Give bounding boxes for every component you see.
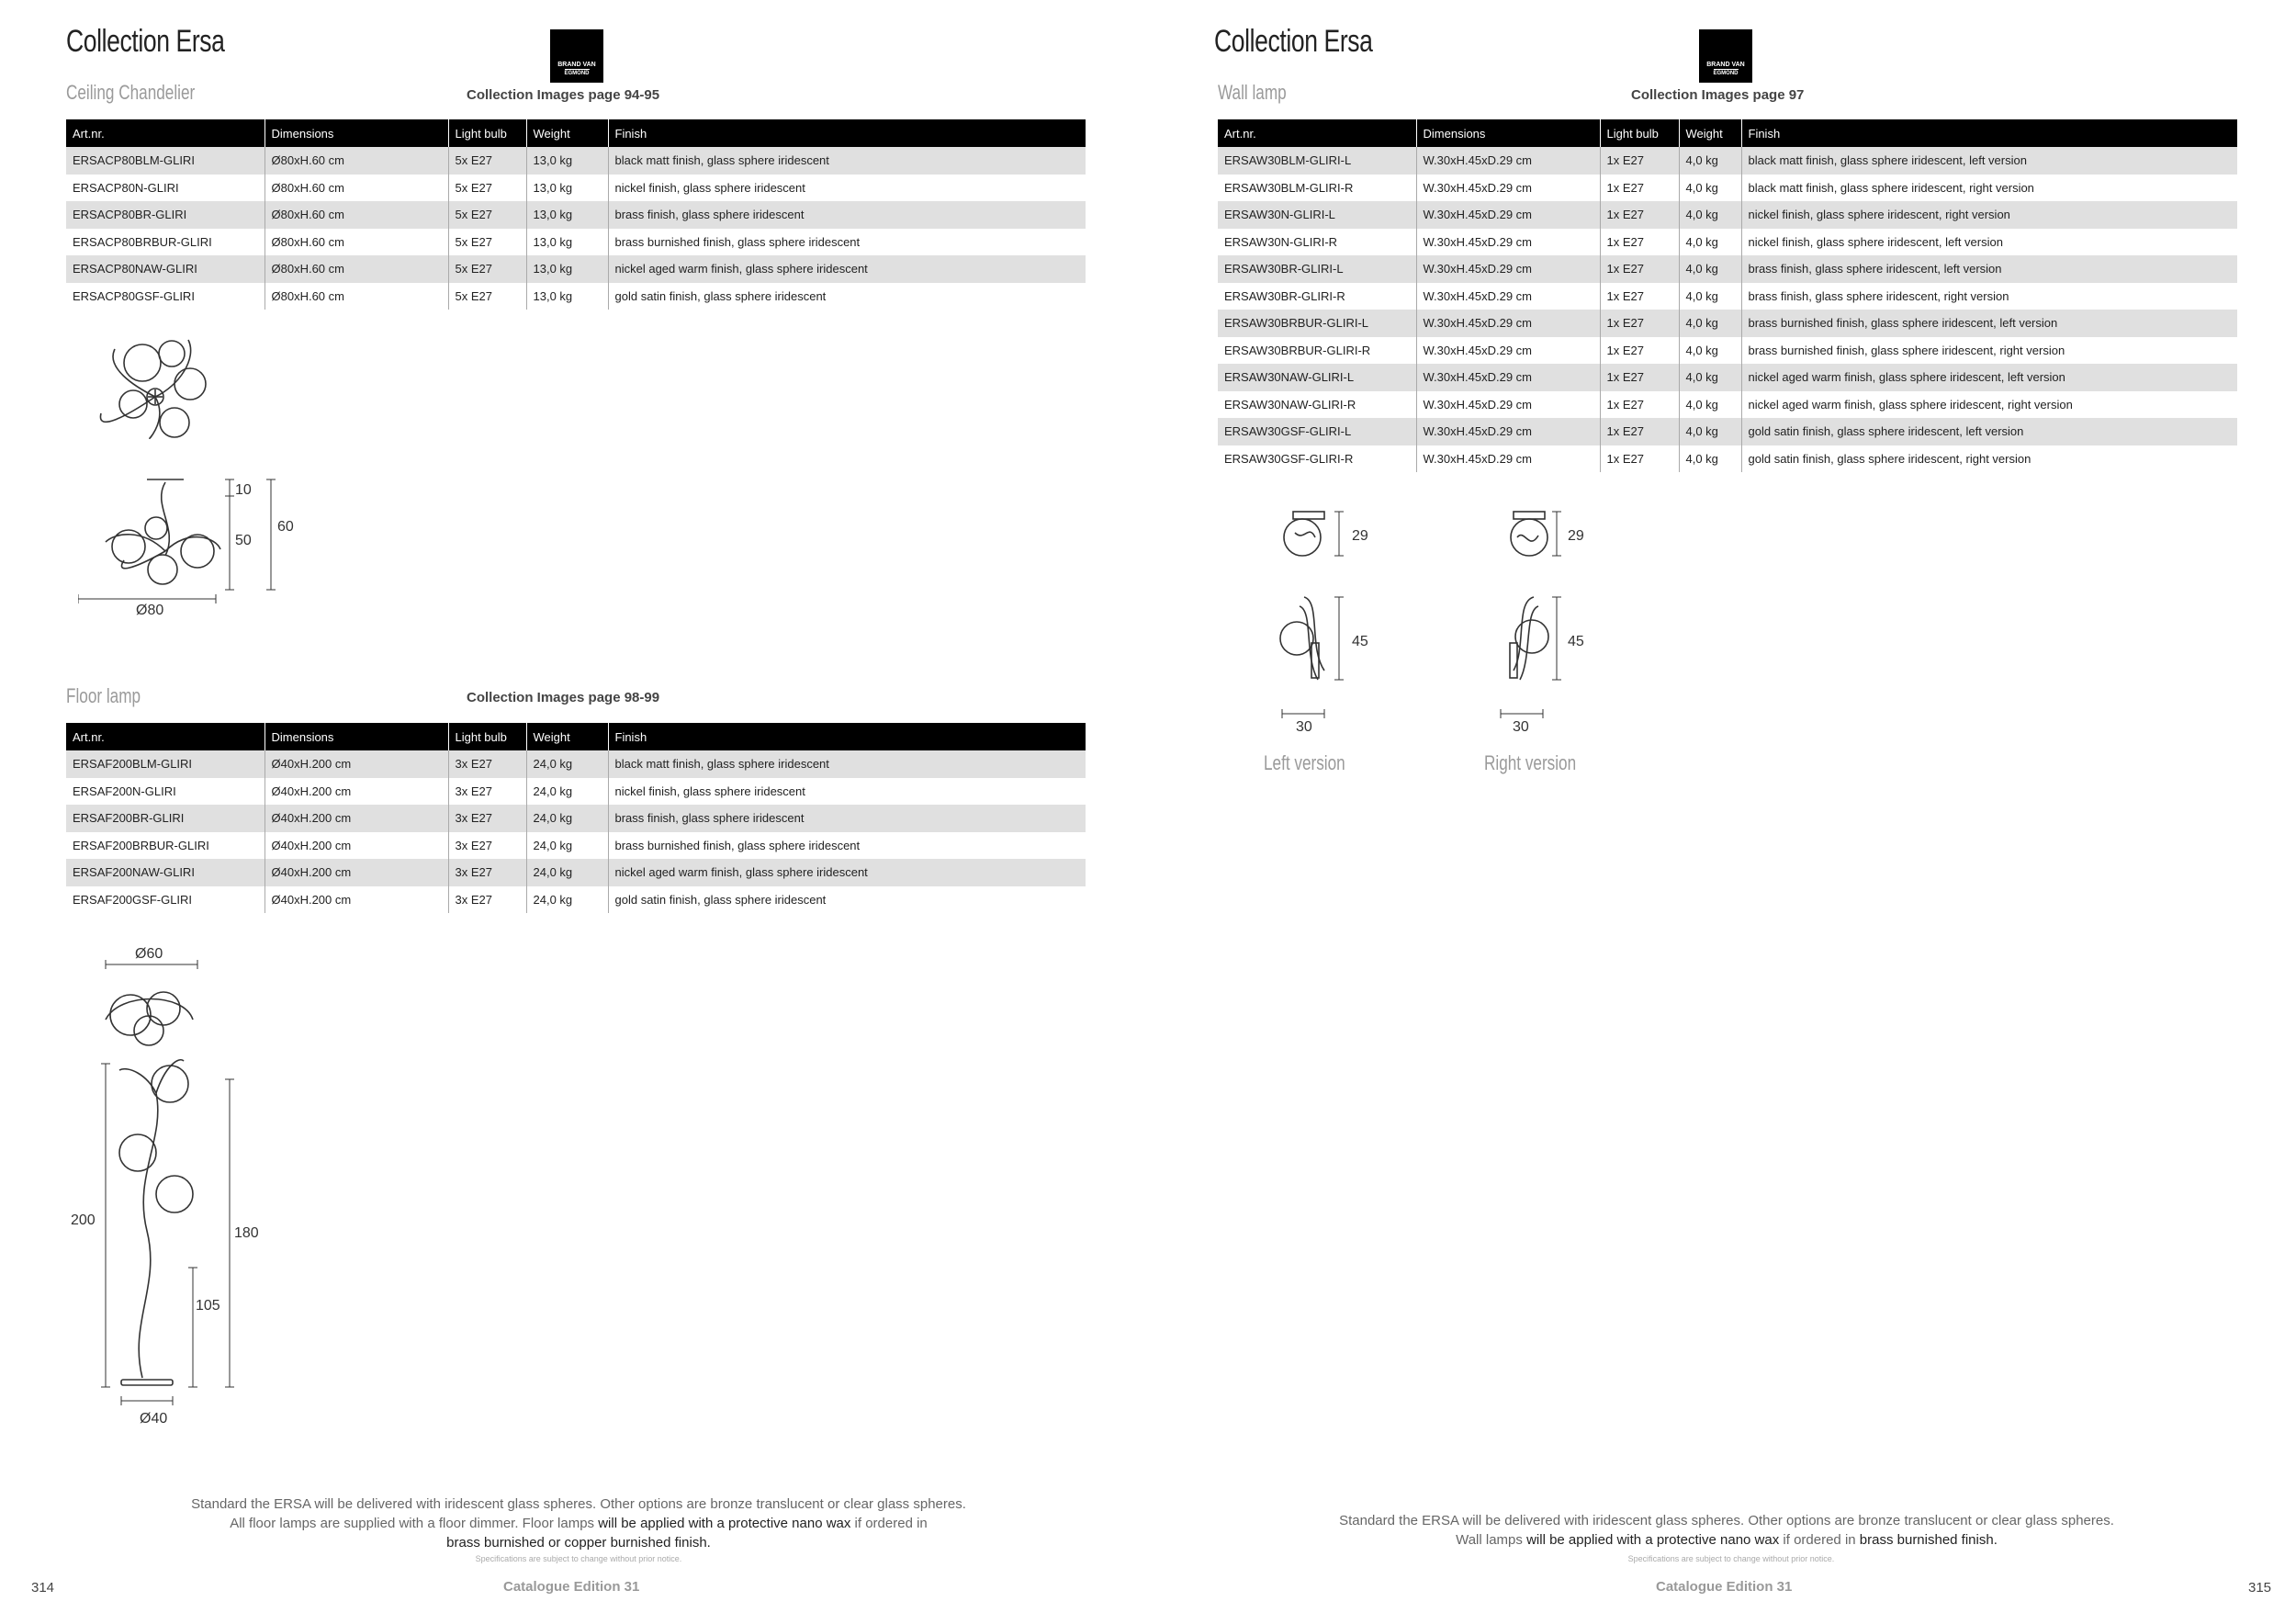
side-view-sphere [148,555,177,584]
table-row [1218,229,2237,256]
table-row [1218,147,2237,175]
table-row [1218,175,2237,202]
table-cell: nickel aged warm finish, glass sphere iridescent [608,255,1086,283]
table-row [66,283,1086,310]
table-cell: ERSAW30BLM-GLIRI-L [1218,147,1416,175]
column-header: Art.nr. [66,723,264,750]
table-cell: 5x E27 [448,229,526,256]
dim-label-diameter-80: Ø80 [136,603,164,618]
table-cell: ERSAW30BLM-GLIRI-R [1218,175,1416,202]
table-cell: ERSAW30BR-GLIRI-L [1218,255,1416,283]
table-cell: W.30xH.45xD.29 cm [1416,201,1600,229]
table-row [66,147,1086,175]
column-header: Weight [1679,119,1741,147]
ceiling-spec-table [66,119,1086,310]
table-cell: 4,0 kg [1679,310,1741,337]
table-cell: Ø40xH.200 cm [264,832,448,860]
table-cell: 4,0 kg [1679,201,1741,229]
table-row [66,859,1086,886]
table-row [66,805,1086,832]
top-view-sphere [110,995,151,1035]
table-cell: Ø40xH.200 cm [264,805,448,832]
floor-collection-images: Collection Images page 98-99 [467,690,660,705]
table-header-row [1218,119,2237,147]
table-row [1218,445,2237,473]
table-cell: 4,0 kg [1679,175,1741,202]
column-header: Dimensions [264,119,448,147]
page-number: 314 [31,1580,55,1596]
table-cell: 3x E27 [448,886,526,914]
table-cell: 4,0 kg [1679,283,1741,310]
table-cell: W.30xH.45xD.29 cm [1416,337,1600,365]
dim-label-180: 180 [234,1225,259,1241]
table-row [66,255,1086,283]
table-cell: 3x E27 [448,859,526,886]
table-cell: 1x E27 [1600,310,1679,337]
table-cell: ERSAW30GSF-GLIRI-R [1218,445,1416,473]
column-header: Dimensions [1416,119,1600,147]
table-cell: nickel finish, glass sphere iridescent [608,175,1086,202]
dim-label-50: 50 [235,533,252,548]
table-cell: 1x E27 [1600,391,1679,419]
table-cell: 5x E27 [448,255,526,283]
column-header: Light bulb [448,119,526,147]
table-row [66,832,1086,860]
table-cell: 24,0 kg [526,750,608,778]
table-cell: gold satin finish, glass sphere iridescent [608,283,1086,310]
column-header: Dimensions [264,723,448,750]
table-cell: W.30xH.45xD.29 cm [1416,229,1600,256]
top-view-sphere [159,341,185,367]
table-cell: ERSAW30GSF-GLIRI-L [1218,418,1416,445]
wall-mount [1514,512,1545,519]
footer-line-1: Standard the ERSA will be delivered with iridescent glass spheres. Other options are bronze translucent or clear glass spheres. [1339,1513,2114,1528]
logo-line1: BRAND VAN [1706,62,1745,68]
table-cell: black matt finish, glass sphere iridescent, right version [1741,175,2237,202]
table-cell: black matt finish, glass sphere iridescent [608,750,1086,778]
table-cell: W.30xH.45xD.29 cm [1416,147,1600,175]
table-cell: brass burnished finish, glass sphere iridescent, left version [1741,310,2237,337]
table-cell: Ø80xH.60 cm [264,175,448,202]
catalogue-edition: Catalogue Edition 31 [1656,1579,1793,1595]
table-cell: 1x E27 [1600,364,1679,391]
page-number: 315 [2248,1580,2272,1596]
table-cell: 4,0 kg [1679,147,1741,175]
table-row [66,229,1086,256]
top-view-sphere [134,1016,163,1045]
table-cell: 3x E27 [448,778,526,806]
table-cell: W.30xH.45xD.29 cm [1416,283,1600,310]
table-cell: 1x E27 [1600,147,1679,175]
floor-section-title: Floor lamp [66,684,141,707]
table-cell: 1x E27 [1600,337,1679,365]
table-cell: ERSACP80BLM-GLIRI [66,147,264,175]
top-view-sphere [124,344,161,381]
column-header: Finish [608,723,1086,750]
footer-note [138,1494,1019,1552]
side-view-sphere [152,1066,188,1102]
table-cell: 1x E27 [1600,229,1679,256]
table-cell: 4,0 kg [1679,337,1741,365]
table-cell: W.30xH.45xD.29 cm [1416,445,1600,473]
wall-section-title: Wall lamp [1218,81,1287,104]
table-cell: 24,0 kg [526,832,608,860]
table-cell: 5x E27 [448,283,526,310]
table-cell: brass burnished finish, glass sphere iridescent [608,229,1086,256]
table-row [66,750,1086,778]
table-cell: ERSACP80NAW-GLIRI [66,255,264,283]
table-cell: Ø80xH.60 cm [264,229,448,256]
table-cell: W.30xH.45xD.29 cm [1416,391,1600,419]
table-row [66,778,1086,806]
table-cell: nickel finish, glass sphere iridescent, left version [1741,229,2237,256]
table-row [1218,283,2237,310]
table-cell: ERSAF200N-GLIRI [66,778,264,806]
top-view-sphere [147,992,180,1025]
table-cell: 24,0 kg [526,886,608,914]
table-cell: 1x E27 [1600,445,1679,473]
table-cell: ERSAF200BLM-GLIRI [66,750,264,778]
top-view-sphere [160,408,189,437]
ceiling-collection-images: Collection Images page 94-95 [467,87,660,103]
dim-label-depth-left: 29 [1352,528,1368,544]
table-cell: 1x E27 [1600,201,1679,229]
logo-line1: BRAND VAN [557,62,596,68]
table-cell: brass finish, glass sphere iridescent, right version [1741,283,2237,310]
table-cell: 24,0 kg [526,859,608,886]
table-cell: 1x E27 [1600,255,1679,283]
table-cell: Ø40xH.200 cm [264,859,448,886]
table-cell: Ø80xH.60 cm [264,283,448,310]
table-cell: Ø80xH.60 cm [264,147,448,175]
table-row [1218,391,2237,419]
collection-title: Collection Ersa [1214,24,1373,59]
table-cell: 13,0 kg [526,175,608,202]
table-cell: ERSACP80GSF-GLIRI [66,283,264,310]
footer-line-2: All floor lamps are supplied with a floor dimmer. Floor lamps will be applied with a protective nano wax if ordered in [230,1516,928,1531]
dim-label-height-left: 45 [1352,634,1368,649]
table-header-row [66,119,1086,147]
table-row [1218,364,2237,391]
table-cell: 4,0 kg [1679,364,1741,391]
sphere [1511,519,1548,556]
table-cell: ERSACP80BRBUR-GLIRI [66,229,264,256]
column-header: Finish [608,119,1086,147]
collection-title: Collection Ersa [66,24,225,59]
table-cell: gold satin finish, glass sphere iridescent, left version [1741,418,2237,445]
table-cell: ERSAF200NAW-GLIRI [66,859,264,886]
floor-spec-table [66,723,1086,913]
column-header: Light bulb [448,723,526,750]
table-cell: 5x E27 [448,147,526,175]
column-header: Finish [1741,119,2237,147]
table-cell: 13,0 kg [526,201,608,229]
column-header: Weight [526,119,608,147]
wall-spec-table [1218,119,2237,472]
table-cell: 1x E27 [1600,283,1679,310]
table-cell: black matt finish, glass sphere iridescent [608,147,1086,175]
table-cell: nickel finish, glass sphere iridescent [608,778,1086,806]
table-cell: brass burnished finish, glass sphere iridescent, right version [1741,337,2237,365]
ceiling-section-title: Ceiling Chandelier [66,81,196,104]
table-cell: 1x E27 [1600,418,1679,445]
table-cell: brass finish, glass sphere iridescent [608,805,1086,832]
table-cell: black matt finish, glass sphere iridescent, left version [1741,147,2237,175]
table-row [1218,337,2237,365]
table-cell: W.30xH.45xD.29 cm [1416,364,1600,391]
floor-lamp-drawing [64,955,248,1424]
table-cell: W.30xH.45xD.29 cm [1416,418,1600,445]
dim-label-height-right: 45 [1568,634,1584,649]
table-cell: 5x E27 [448,201,526,229]
table-cell: Ø40xH.200 cm [264,778,448,806]
footer-note [1277,1511,2177,1550]
table-row [1218,418,2237,445]
table-cell: 13,0 kg [526,229,608,256]
table-row [66,886,1086,914]
top-view-sphere [174,368,206,400]
table-cell: 4,0 kg [1679,445,1741,473]
side-view-sphere [145,517,167,539]
table-cell: Ø40xH.200 cm [264,886,448,914]
wall-lamp-left-drawing [1267,501,1405,749]
table-cell: ERSACP80N-GLIRI [66,175,264,202]
right-page [1148,0,2296,1624]
dim-label-diameter-40: Ø40 [140,1411,168,1427]
disclaimer: Specifications are subject to change without prior notice. [1627,1554,1835,1563]
table-cell: 4,0 kg [1679,418,1741,445]
table-cell: ERSAW30BR-GLIRI-R [1218,283,1416,310]
table-row [66,175,1086,202]
column-header: Art.nr. [66,119,264,147]
dim-label-diameter-60: Ø60 [135,946,163,962]
table-cell: 13,0 kg [526,283,608,310]
table-cell: 13,0 kg [526,255,608,283]
wall-collection-images: Collection Images page 97 [1631,87,1805,103]
table-cell: ERSAF200GSF-GLIRI [66,886,264,914]
logo-line2: EGMOND [1713,71,1739,76]
table-cell: W.30xH.45xD.29 cm [1416,310,1600,337]
table-row [66,201,1086,229]
table-cell: 24,0 kg [526,805,608,832]
brand-logo [1699,29,1752,83]
column-header: Light bulb [1600,119,1679,147]
table-cell: 3x E27 [448,750,526,778]
side-view-sphere [156,1176,193,1212]
table-cell: 3x E27 [448,805,526,832]
table-cell: nickel finish, glass sphere iridescent, right version [1741,201,2237,229]
footer-line-3: brass burnished or copper burnished finish. [446,1535,711,1551]
dim-label-105: 105 [196,1298,220,1314]
table-row [1218,255,2237,283]
left-version-label: Left version [1264,751,1345,774]
column-header: Weight [526,723,608,750]
table-cell: 4,0 kg [1679,391,1741,419]
table-cell: 4,0 kg [1679,255,1741,283]
dim-label-10: 10 [235,482,252,498]
table-cell: ERSAF200BRBUR-GLIRI [66,832,264,860]
dim-label-width-left: 30 [1296,719,1312,735]
right-version-label: Right version [1484,751,1577,774]
dim-label-60: 60 [277,519,294,535]
table-cell: gold satin finish, glass sphere iridescent [608,886,1086,914]
table-cell: 1x E27 [1600,175,1679,202]
ceiling-chandelier-drawing [78,331,317,625]
table-cell: ERSAW30N-GLIRI-L [1218,201,1416,229]
table-cell: ERSAF200BR-GLIRI [66,805,264,832]
table-header-row [66,723,1086,750]
table-cell: ERSAW30NAW-GLIRI-L [1218,364,1416,391]
table-cell: ERSACP80BR-GLIRI [66,201,264,229]
table-cell: ERSAW30N-GLIRI-R [1218,229,1416,256]
table-cell: brass burnished finish, glass sphere iridescent [608,832,1086,860]
catalogue-edition: Catalogue Edition 31 [503,1579,640,1595]
column-header: Art.nr. [1218,119,1416,147]
table-cell: ERSAW30BRBUR-GLIRI-R [1218,337,1416,365]
dim-label-200: 200 [71,1212,96,1228]
table-cell: 24,0 kg [526,778,608,806]
table-cell: 5x E27 [448,175,526,202]
table-cell: gold satin finish, glass sphere iridescent, right version [1741,445,2237,473]
table-cell: nickel aged warm finish, glass sphere iridescent, right version [1741,391,2237,419]
table-cell: 4,0 kg [1679,229,1741,256]
brand-logo [550,29,603,83]
table-cell: nickel aged warm finish, glass sphere iridescent [608,859,1086,886]
table-cell: nickel aged warm finish, glass sphere iridescent, left version [1741,364,2237,391]
dim-label-width-right: 30 [1513,719,1529,735]
table-cell: brass finish, glass sphere iridescent [608,201,1086,229]
wall-plate [1510,643,1517,678]
table-cell: W.30xH.45xD.29 cm [1416,175,1600,202]
table-cell: brass finish, glass sphere iridescent, left version [1741,255,2237,283]
dim-label-depth-right: 29 [1568,528,1584,544]
table-cell: Ø80xH.60 cm [264,201,448,229]
table-row [1218,201,2237,229]
table-cell: Ø40xH.200 cm [264,750,448,778]
table-cell: Ø80xH.60 cm [264,255,448,283]
wall-lamp-right-drawing [1488,501,1626,749]
logo-line2: EGMOND [564,71,590,76]
table-row [1218,310,2237,337]
table-cell: ERSAW30BRBUR-GLIRI-L [1218,310,1416,337]
table-cell: 13,0 kg [526,147,608,175]
disclaimer: Specifications are subject to change without prior notice. [475,1554,682,1563]
floor-lamp-base [121,1380,173,1385]
table-cell: 3x E27 [448,832,526,860]
footer-line-2: Wall lamps will be applied with a protective nano wax if ordered in brass burnished finish. [1456,1532,1998,1548]
table-cell: W.30xH.45xD.29 cm [1416,255,1600,283]
footer-line-1: Standard the ERSA will be delivered with iridescent glass spheres. Other options are bronze translucent or clear glass spheres. [191,1496,966,1512]
table-cell: ERSAW30NAW-GLIRI-R [1218,391,1416,419]
wall-mount [1293,512,1324,519]
